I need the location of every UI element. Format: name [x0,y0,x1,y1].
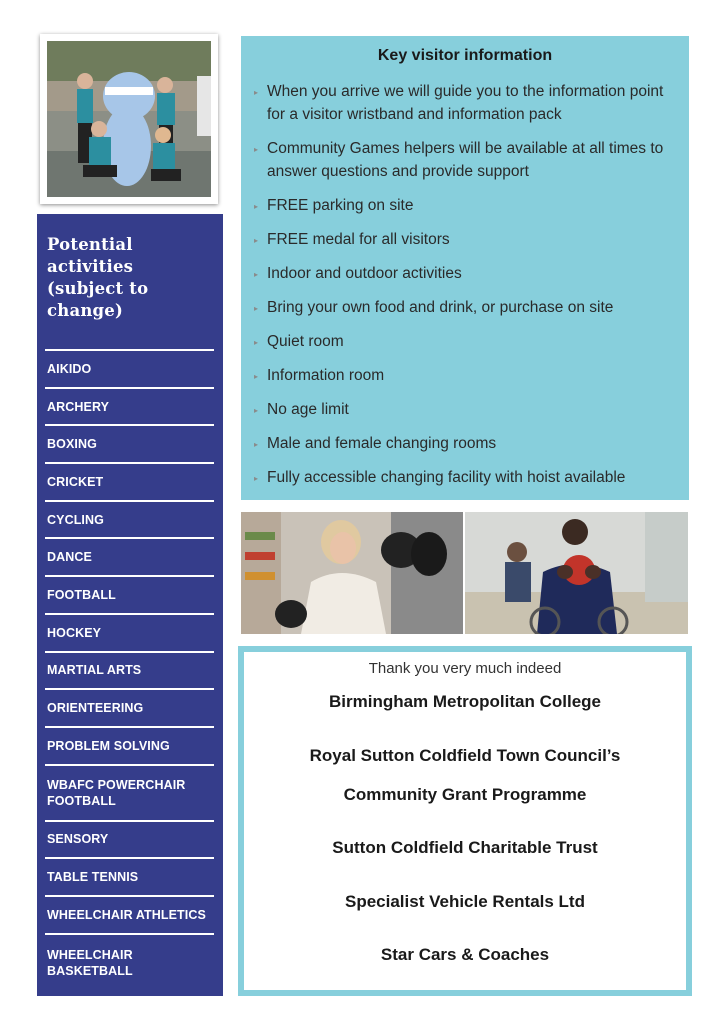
info-item [253,398,681,421]
sponsors-box [238,646,692,996]
activity-item: SENSORY [45,822,214,860]
activity-item: MARTIAL ARTS [45,653,214,691]
activities-list [45,349,214,991]
info-item [253,194,681,217]
activity-item: BOXING [45,426,214,464]
bullet-icon: ▸ [254,88,259,97]
activity-item: FOOTBALL [45,577,214,615]
group-photo [40,34,218,204]
info-item [253,228,681,251]
sponsor-name: Star Cars & Coaches [380,945,550,964]
activity-item: CYCLING [45,502,214,540]
info-item-text: Indoor and outdoor activities [267,265,462,282]
bullet-icon: ▸ [254,338,259,347]
group-photo-image [47,41,211,197]
bullet-icon: ▸ [254,236,259,245]
activity-item: DANCE [45,539,214,577]
activity-item: ARCHERY [45,389,214,427]
activity-item: PROBLEM SOLVING [45,728,214,766]
key-visitor-info [241,36,689,500]
activity-item: AIKIDO [45,351,214,389]
sponsor-name: Community Grant Programme [343,785,587,804]
boxing-photo [241,512,463,634]
info-list [253,80,681,500]
info-item [253,364,681,387]
info-item-text: FREE medal for all visitors [267,231,450,248]
wheelchair-ball-photo [465,512,688,634]
bullet-icon: ▸ [254,440,259,449]
activity-item: WBAFC POWERCHAIR FOOTBALL [45,766,214,822]
info-item-text: Quiet room [267,333,344,350]
activity-item: TABLE TENNIS [45,859,214,897]
activity-item: WHEELCHAIR ATHLETICS [45,897,214,935]
info-item [253,432,681,455]
info-item [253,466,681,489]
info-item-text: Information room [267,367,385,384]
activity-item: HOCKEY [45,615,214,653]
bullet-icon: ▸ [254,372,259,381]
sponsor-name: Royal Sutton Coldfield Town Council’s [309,746,621,765]
thanks-intro: Thank you very much indeed [368,660,562,677]
bullet-icon: ▸ [254,304,259,313]
bullet-icon: ▸ [254,202,259,211]
info-item-text: Bring your own food and drink, or purchase on site [267,299,614,316]
activities-sidebar [37,214,223,996]
info-item [253,330,681,353]
info-item-text: Community Games helpers will be available at all times to answer questions and provide support [267,140,664,180]
info-item [253,80,681,126]
info-item-text: Male and female changing rooms [267,435,497,452]
info-item-text: Fully accessible changing facility with hoist available [267,469,626,486]
bullet-icon: ▸ [254,270,259,279]
info-item [253,137,681,183]
info-item-text: No age limit [267,401,349,418]
activity-item: ORIENTEERING [45,690,214,728]
sponsor-name: Birmingham Metropolitan College [328,692,602,711]
activity-item: WHEELCHAIR BASKETBALL [47,947,133,978]
bullet-icon: ▸ [254,474,259,483]
sponsor-name: Specialist Vehicle Rentals Ltd [345,892,585,911]
info-item [253,296,681,319]
sponsor-name: Sutton Coldfield Charitable Trust [332,838,598,857]
activity-item: CRICKET [45,464,214,502]
info-item-text: When you arrive we will guide you to the information point for a visitor wristband and information pack [267,83,664,123]
info-item-text: FREE parking on site [267,197,414,214]
info-title: Key visitor information [377,47,553,64]
bullet-icon: ▸ [254,406,259,415]
info-item [253,262,681,285]
activities-title: Potential activities (subject to change) [47,235,149,320]
bullet-icon: ▸ [254,145,259,154]
